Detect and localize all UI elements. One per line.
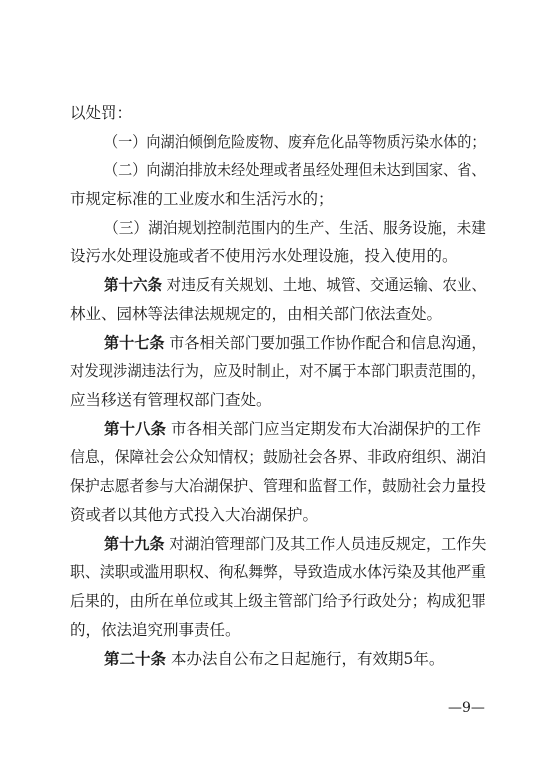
text-span: 市各相关部门要加强工作协作配合和信息沟通， [169,334,487,352]
text-line: 市规定标准的工业废水和生活污水的； [70,190,334,208]
article-18-line [104,420,481,438]
article-17-line [104,334,486,352]
text-line: 信息，保障社会公众知情权；鼓励社会各界、非政府组织、湖泊 [70,448,487,466]
text-line: 保护志愿者参与大冶湖保护、管理和监督工作，鼓励社会力量投 [70,477,487,495]
text-line: 的，依法追究刑事责任。 [70,621,241,639]
article-heading: 第十九条 [104,535,165,553]
article-heading: 第十八条 [104,420,167,438]
text-line: （三）湖泊规划控制范围内的生产、生活、服务设施，未建 [104,219,487,237]
page-number: —9— [448,700,485,716]
text-line: 对发现涉湖违法行为，应及时制止，对不属于本部门职责范围的， [70,362,486,380]
article-heading: 第十六条 [104,276,163,294]
article-20-line [104,650,444,668]
text-line: 职、渎职或滥用职权、徇私舞弊，导致造成水体污染及其他严重 [70,563,487,581]
text-line: 应当移送有管理权部门查处。 [70,391,272,409]
article-heading: 第二十条 [104,650,167,668]
text-line: 设污水处理设施或者不使用污水处理设施，投入使用的。 [70,247,458,265]
text-line: 林业、园林等法律法规规定的，由相关部门依法查处。 [70,305,443,323]
article-16-line [104,276,486,294]
text-line: 后果的，由所在单位或其上级主管部门给予行政处分；构成犯罪 [70,592,487,610]
article-heading: 第十七条 [104,334,165,352]
text-line: （一）向湖泊倾倒危险废物、废弃危化品等物质污染水体的； [104,133,486,151]
text-span: 对湖泊管理部门及其工作人员违反规定，工作失 [169,535,487,553]
text-span: 本办法自公布之日起施行，有效期5年。 [170,650,445,668]
text-line: 资或者以其他方式投入大冶湖保护。 [70,506,319,524]
text-line: （二）向湖泊排放未经处理或者虽经处理但未达到国家、省、 [104,161,486,179]
text-span: 对违反有关规划、土地、城管、交通运输、农业、 [166,276,486,294]
text-line: 以处罚： [70,104,133,122]
article-19-line [104,535,486,553]
text-span: 市各相关部门应当定期发布大冶湖保护的工作 [170,420,481,438]
